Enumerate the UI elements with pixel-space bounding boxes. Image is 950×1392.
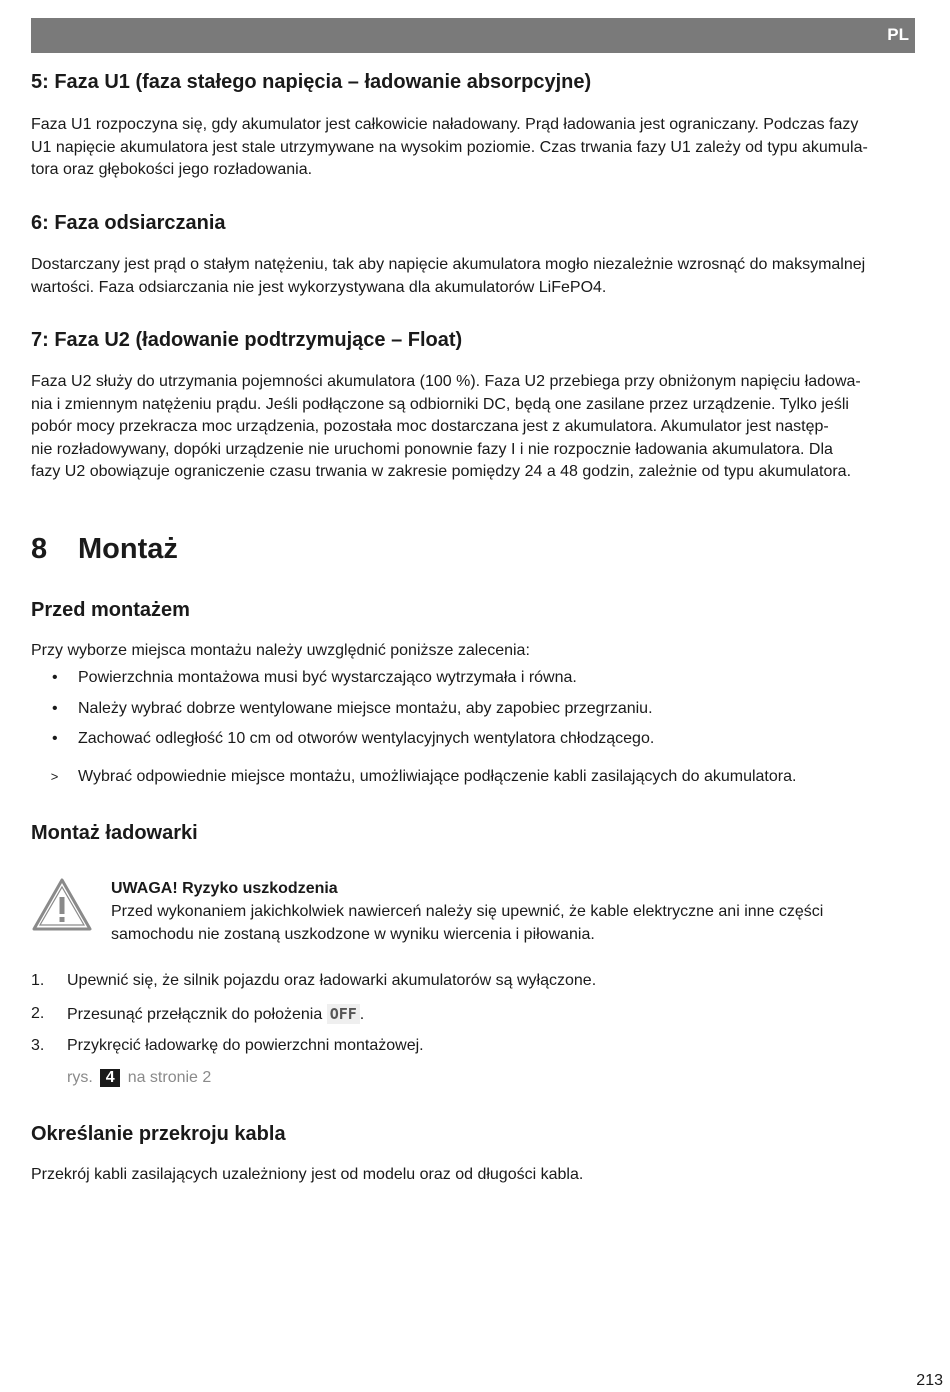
- przekroj-kabla-text: Przekrój kabli zasilających uzależniony jest od modelu oraz od długości kabla.: [31, 1166, 584, 1183]
- section-7-line: fazy U2 obowiązuje ograniczenie czasu trwania w zakresie pomiędzy 24 a 48 godzin, zależnie od typu akumulatora.: [31, 463, 852, 480]
- section-5-line: U1 napięcie akumulatora jest stale utrzymywane na wysokim poziomie. Czas trwania fazy U1 zależy od typu akumula-: [31, 138, 868, 156]
- action-arrow-icon: >: [50, 769, 59, 784]
- przed-montazem-heading: Przed montażem: [31, 599, 190, 621]
- section-7-line: Faza U2 służy do utrzymania pojemności akumulatora (100 %). Faza U2 przebiega przy obniżonym napięciu ładowa-: [31, 373, 861, 390]
- page-number: 213: [916, 1372, 943, 1389]
- action-step: [31, 768, 796, 786]
- section-5-line: Faza U1 rozpoczyna się, gdy akumulator jest całkowicie naładowany. Prąd ładowania jest ograniczany. Podczas fazy: [31, 116, 859, 133]
- section-7-line: nie rozładowywany, dopóki urządzenie nie uruchomi ponownie fazy I i nie rozpocznie ładowania akumulatora. Dla: [31, 440, 833, 458]
- warning-triangle-icon: [31, 877, 93, 933]
- figure-number-badge: 4: [100, 1069, 120, 1087]
- section-6-line: Dostarczany jest prąd o stałym natężeniu, tak aby napięcie akumulatora mogło niezależnie wzrosnąć do maksymalnej: [31, 256, 866, 273]
- list-item: • Zachować odległość 10 cm od otworów wentylacyjnych wentylatora chłodzącego.: [52, 730, 655, 747]
- section-5-heading: 5: Faza U1 (faza stałego napięcia – ładowanie absorpcyjne): [31, 71, 592, 93]
- warning-line: Przed wykonaniem jakichkolwiek nawierceń należy się upewnić, że kable elektryczne ani inne części: [111, 903, 824, 920]
- section-5-line: tora oraz głębokości jego rozładowania.: [31, 161, 313, 178]
- montaz-ladowarki-heading: Montaż ładowarki: [31, 822, 198, 844]
- language-code: PL: [887, 25, 909, 44]
- section-7-heading: 7: Faza U2 (ładowanie podtrzymujące – Float): [31, 329, 463, 351]
- list-item: • Należy wybrać dobrze wentylowane miejsce montażu, aby zapobiec przegrzaniu.: [52, 699, 653, 717]
- przekroj-kabla-heading: Określanie przekroju kabla: [31, 1123, 286, 1145]
- warning-title: UWAGA! Ryzyko uszkodzenia: [111, 880, 338, 897]
- bullet-icon: •: [52, 730, 58, 747]
- step-item: 3. Przykręcić ładowarkę do powierzchni montażowej.: [31, 1037, 424, 1054]
- list-item: • Powierzchnia montażowa musi być wystarczająco wytrzymała i równa.: [52, 669, 577, 686]
- recommendations-list: [31, 669, 654, 761]
- section-6-heading: 6: Faza odsiarczania: [31, 212, 226, 234]
- off-switch-label: OFF: [327, 1004, 360, 1024]
- figure-reference: rys. 4 na stronie 2: [67, 1069, 212, 1086]
- section-5-paragraph: [31, 114, 915, 182]
- section-6-paragraph: [31, 254, 915, 299]
- bullet-icon: •: [52, 669, 58, 686]
- warning-line: samochodu nie zostaną uszkodzone w wyniku wiercenia i piłowania.: [111, 926, 595, 943]
- section-7-line: nia i zmiennym natężeniu prądu. Jeśli podłączone są odbiorniki DC, będą one zasilane przez urządzenie. Tylko jeśli: [31, 395, 849, 413]
- chapter-number: 8: [31, 533, 48, 565]
- chapter-8-heading: [31, 533, 178, 566]
- mounting-steps: [31, 972, 596, 1070]
- section-7-paragraph: [31, 371, 915, 484]
- przed-montazem-intro: Przy wyborze miejsca montażu należy uwzględnić poniższe zalecenia:: [31, 642, 530, 659]
- step-item: 2. Przesunąć przełącznik do położenia OFF .: [31, 1004, 365, 1023]
- warning-notice: [111, 877, 915, 946]
- section-7-line: pobór mocy przekracza moc urządzenia, pozostała moc dostarczana jest z akumulatora. Akumulator jest następ-: [31, 418, 829, 435]
- chapter-title: Montaż: [78, 533, 178, 565]
- bullet-icon: •: [52, 699, 58, 717]
- language-header-bar: [31, 18, 915, 53]
- action-text: Wybrać odpowiednie miejsce montażu, umożliwiające podłączenie kabli zasilających do akumulatora.: [78, 768, 797, 785]
- section-6-line: wartości. Faza odsiarczania nie jest wykorzystywana dla akumulatorów LiFePO4.: [31, 278, 607, 296]
- step-item: 1. Upewnić się, że silnik pojazdu oraz ładowarki akumulatorów są wyłączone.: [31, 972, 597, 989]
